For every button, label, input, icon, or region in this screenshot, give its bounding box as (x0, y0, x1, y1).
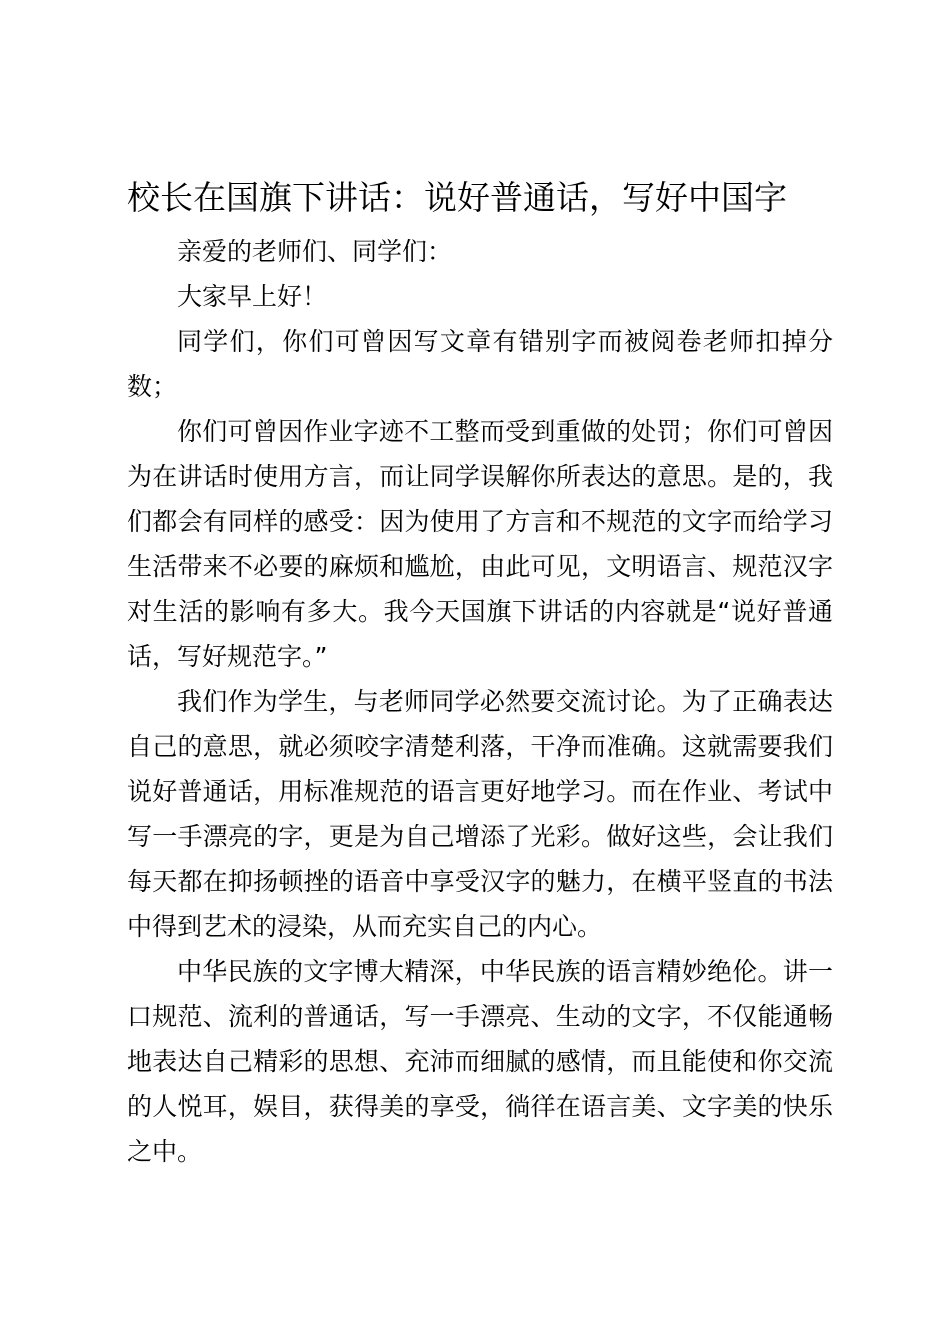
paragraph-body: 同学们，你们可曾因写文章有错别字而被阅卷老师扣掉分数； (127, 327, 833, 401)
paragraph-body: 你们可曾因作业字迹不工整而受到重做的处罚；你们可曾因为在讲话时使用方言，而让同学误解你所表达的意思。是的，我们都会有同样的感受：因为使用了方言和不规范的文字而给学习生活带来不必要的麻烦和尴尬，由此可见，文明语言、规范汉字对生活的影响有多大。我今天国旗下讲话的内容就是“说好普通话，写好规范字。” (127, 417, 833, 671)
document-page (127, 174, 833, 1174)
document-title: 校长在国旗下讲话：说好普通话，写好中国字 (127, 178, 787, 217)
paragraph-body: 中华民族的文字博大精深，中华民族的语言精妙绝伦。讲一口规范、流利的普通话，写一手漂亮、生动的文字，不仅能通畅地表达自己精彩的思想、充沛而细腻的感情，而且能使和你交流的人悦耳，娱目，获得美的享受，徜徉在语言美、文字美的快乐之中。 (127, 957, 833, 1166)
paragraph-greeting: 大家早上好！ (177, 282, 328, 311)
paragraph-salutation: 亲爱的老师们、同学们： (177, 237, 453, 266)
paragraph-body: 我们作为学生，与老师同学必然要交流讨论。为了正确表达自己的意思，就必须咬字清楚利落，干净而准确。这就需要我们说好普通话，用标准规范的语言更好地学习。而在作业、考试中写一手漂亮的字，更是为自己增添了光彩。做好这些，会让我们每天都在抑扬顿挫的语音中享受汉字的魅力，在横平竖直的书法中得到艺术的浸染，从而充实自己的内心。 (127, 687, 833, 941)
